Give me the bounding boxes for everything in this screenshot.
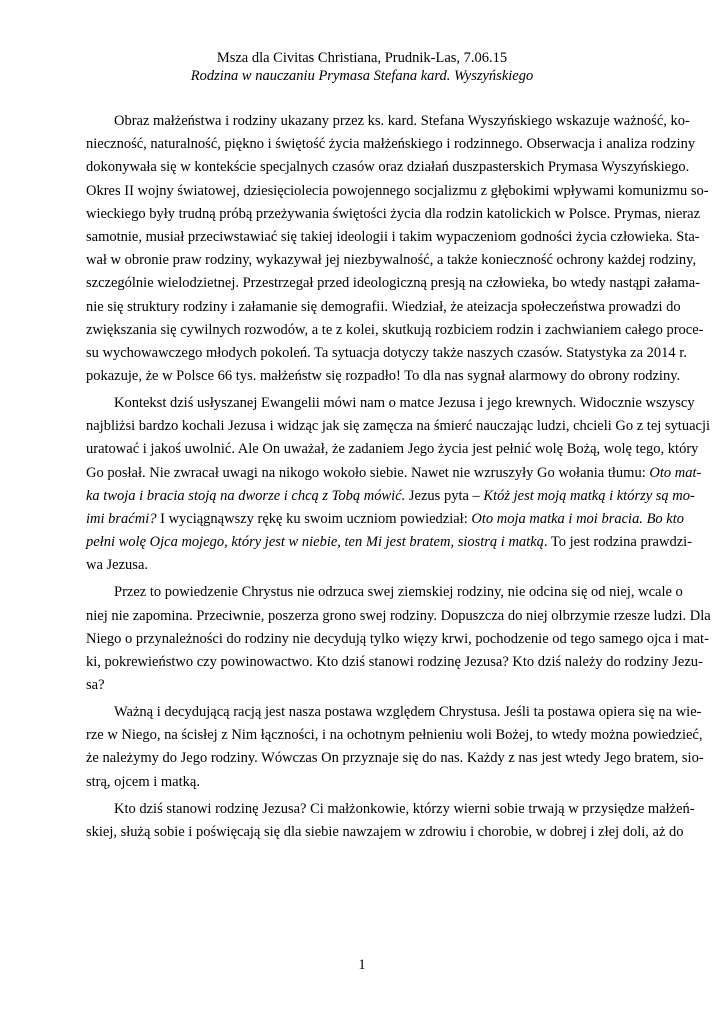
text-line: [86, 438, 699, 461]
text-line: [86, 296, 681, 319]
italic-quote: Oto mat-: [649, 464, 702, 481]
text-line: [86, 203, 701, 226]
text-line: [86, 798, 695, 821]
text-segment: rze w Niego, na ścisłej z Nim łączności, i na ochotnym pełnieniu woli Bożej, to wtedy można powiedzieć,: [86, 727, 703, 744]
text-line: [86, 415, 711, 438]
text-segment: niej nie zapomina. Przeciwnie, poszerza grono swej rodziny. Dopuszcza do niej olbrzymie rzesze ludzi. Dla: [86, 607, 711, 624]
text-segment: . To jest rodzina prawdzi-: [543, 534, 692, 551]
text-line: [86, 531, 692, 554]
text-segment: że należymy do Jego rodziny. Wówczas On przyznaje się do nas. Każdy z nas jest wtedy Jego bratem, sio-: [86, 750, 704, 767]
paragraph: [86, 701, 704, 794]
text-segment: najbliżsi bardzo kochali Jezusa i widząc jak się zamęcza na śmierć nauczając ludzi, chcieli Go z tej sytuacji: [86, 418, 711, 435]
text-segment: wał w obronie praw rodziny, wykazywał jej niezbywalność, a także konieczność ochrony każdej rodziny,: [86, 252, 697, 269]
text-segment: Kto dziś stanowi rodzinę Jezusa? Ci małżonkowie, którzy wierni sobie trwają w przysiędze małżeń-: [114, 800, 695, 817]
text-segment: Ważną i decydującą racją jest nasza postawa względem Chrystusa. Jeśli ta postawa opiera się na wie-: [114, 704, 702, 721]
header-subtitle: Rodzina w nauczaniu Prymasa Stefana kard. Wyszyńskiego: [190, 68, 534, 84]
text-segment: dokonywała się w kontekście specjalnych czasów oraz działań duszpasterskich Prymasa Wyszyńskiego.: [86, 159, 690, 176]
text-line: [86, 508, 685, 531]
text-line: [86, 180, 709, 203]
text-line: [86, 605, 711, 628]
text-line: [86, 554, 659, 577]
text-segment: Jezus pyta –: [405, 487, 484, 504]
text-segment: wa Jezusa.: [86, 557, 149, 574]
text-segment: zwiększania się cywilnych rozwodów, a te z kolei, skutkują rozbiciem rodzin i zachwianiem całego proce-: [86, 321, 704, 338]
text-segment: Go posłał. Nie zwracał uwagi na nikogo wokoło siebie. Nawet nie wzruszyły Go wołania tłumu:: [86, 464, 650, 481]
italic-quote: ka twoja i bracia stoją na dworze i chcą z Tobą mówić.: [86, 487, 406, 504]
text-line: [86, 628, 709, 651]
text-segment: uratować i jakoś uwolnić. Ale On uważał, że zadaniem Jego życia jest pełnić wolę Bożą, wolę tego, który: [86, 441, 699, 458]
text-segment: nieczność, naturalność, piękno i świętość życia małżeńskiego i rodzinnego. Obserwacja i analiza rodziny: [86, 136, 696, 153]
paragraph: [86, 798, 695, 844]
text-segment: su wychowawczego młodych pokoleń. Ta sytuacja dotyczy także naszych czasów. Statystyka za 2014 r.: [86, 344, 687, 361]
text-line: [86, 701, 702, 724]
text-segment: nie się struktury rodziny i załamanie się demografii. Wiedział, że ateizacja społeczeństwa prowadzi do: [86, 298, 681, 315]
paragraph: [86, 392, 711, 578]
text-line: [86, 485, 695, 508]
text-segment: ki, pokrewieństwo czy powinowactwo. Kto dziś stanowi rodzinę Jezusa? Kto dziś należy do rodziny Jezu-: [86, 653, 703, 670]
paragraph: [86, 110, 709, 388]
body-text: [86, 110, 711, 844]
text-line: [86, 319, 704, 342]
text-line: [86, 674, 659, 697]
text-line: [86, 724, 703, 747]
text-line: [86, 651, 703, 674]
text-segment: pokazuje, że w Polsce 66 tys. małżeństw się rozpadło! To dla nas sygnał alarmowy do obrony rodziny.: [86, 368, 681, 385]
text-segment: strą, ojcem i matką.: [86, 773, 200, 790]
text-line: [86, 821, 684, 844]
text-line: [86, 133, 696, 156]
italic-quote: imi braćmi?: [86, 510, 157, 527]
text-segment: Obraz małżeństwa i rodziny ukazany przez ks. kard. Stefana Wyszyńskiego wskazuje ważność, ko-: [114, 113, 690, 129]
text-line: [86, 462, 702, 485]
text-line: [86, 226, 700, 249]
text-segment: Okres II wojny światowej, dziesięciolecia powojennego socjalizmu z głębokimi wpływami komunizmu so-: [86, 182, 709, 199]
text-line: [86, 747, 704, 770]
text-line: [86, 365, 681, 388]
text-segment: skiej, służą sobie i poświęcają się dla siebie nawzajem w zdrowiu i chorobie, w dobrej i złej doli, aż do: [86, 823, 684, 840]
text-segment: Kontekst dziś usłyszanej Ewangelii mówi nam o matce Jezusa i jego krewnych. Widocznie wszyscy: [114, 395, 695, 412]
italic-quote: Któż jest moją matką i którzy są mo-: [483, 487, 695, 504]
text-line: [86, 249, 697, 272]
text-segment: samotnie, musiał przeciwstawiać się takiej ideologii i takim wypaczeniom godności życia człowieka. Sta-: [86, 228, 700, 245]
text-line: [86, 272, 700, 295]
header-title: Msza dla Civitas Christiana, Prudnik-Las, 7.06.15: [216, 50, 508, 66]
text-segment: Niego o przynależności do rodziny nie decydują tylko więzy krwi, pochodzenie od tego samego ojca i mat-: [86, 630, 709, 647]
italic-quote: Oto moja matka i moi bracia. Bo kto: [471, 510, 685, 527]
text-segment: szczególnie wielodzietnej. Przestrzegał przed ideologiczną presją na człowieka, bo wtedy nastąpi załama-: [86, 275, 700, 292]
page-number: 1: [358, 957, 366, 973]
text-line: [86, 342, 687, 365]
text-line: [86, 392, 695, 415]
text-segment: sa?: [86, 677, 105, 694]
text-line: [86, 110, 690, 133]
text-segment: Przez to powiedzenie Chrystus nie odrzuca swej ziemskiej rodziny, nie odcina się od niej, wcale o: [114, 584, 683, 601]
text-segment: wieckiego były trudną próbą przeżywania świętości życia dla rodzin katolickich w Polsce. Prymas, nieraz: [86, 205, 701, 222]
text-line: [86, 771, 659, 794]
paragraph: [86, 581, 711, 697]
italic-quote: pełni wolę Ojca mojego, który jest w niebie, ten Mi jest bratem, siostrą i matką: [86, 534, 544, 551]
text-line: [86, 156, 690, 179]
text-segment: I wyciągnąwszy rękę ku swoim uczniom powiedział:: [156, 510, 472, 527]
text-line: [86, 581, 683, 604]
